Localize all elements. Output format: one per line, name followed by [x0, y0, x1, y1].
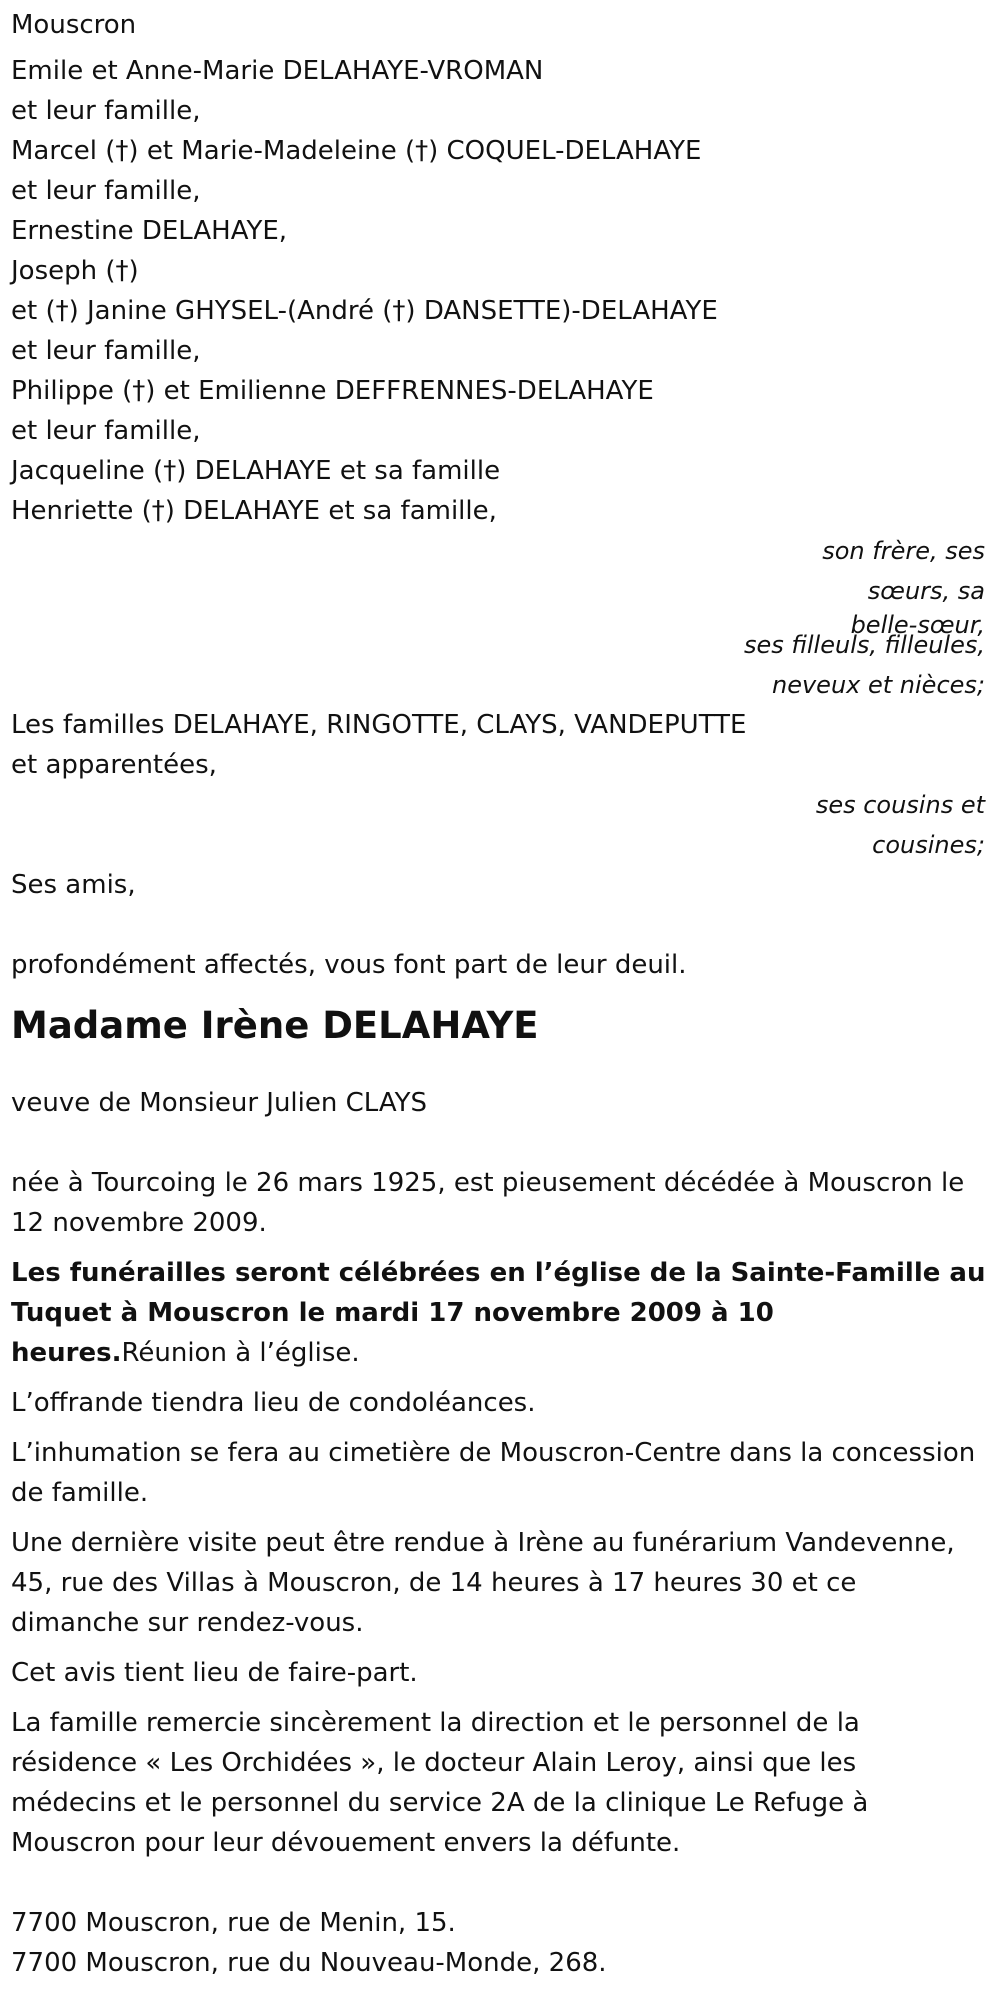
relation-line: neveux et nièces;: [772, 671, 985, 699]
address-line: 7700 Mouscron, rue de Menin, 15.: [11, 1908, 456, 1938]
relation-line: belle-sœur,: [850, 611, 985, 639]
family-line: et leur famille,: [11, 96, 201, 126]
relation-line: ses cousins et: [815, 791, 985, 819]
address-line: 7700 Mouscron, rue du Nouveau-Monde, 268.: [11, 1948, 607, 1978]
relation-line: cousines;: [872, 831, 985, 859]
deceased-name: Madame Irène DELAHAYE: [11, 1004, 539, 1047]
announcement-line: profondément affectés, vous font part de leur deuil.: [11, 950, 687, 980]
family-line: et leur famille,: [11, 176, 201, 206]
cousins-families: [11, 705, 989, 785]
relation-line: sœurs, sa: [867, 577, 985, 605]
offering-paragraph: L’offrande tiendra lieu de condoléances.: [11, 1388, 536, 1418]
family-line: et apparentées,: [11, 750, 217, 780]
funeral-details: Les funérailles seront célébrées en l’église de la Sainte-Famille au Tuquet à Mouscron le mardi 17 novembre 2009 à 10 heures.: [11, 1258, 986, 1368]
family-line: Emile et Anne-Marie DELAHAYE-VROMAN: [11, 56, 544, 86]
addresses: [11, 1903, 989, 1983]
thanks-paragraph: La famille remercie sincèrement la direction et le personnel de la résidence « Les Orchidées », le docteur Alain Leroy, ainsi que les médecins et le personnel du service 2A de la clinique Le Refuge à Mouscron pour leur dévouement envers la défunte.: [11, 1708, 869, 1858]
town-heading: Mouscron: [11, 10, 137, 40]
relation-godchildren: [11, 625, 989, 705]
family-list: [11, 51, 989, 531]
funeral-paragraph: [11, 1253, 989, 1373]
family-line: Joseph (†): [11, 256, 139, 286]
notice-paragraph: Cet avis tient lieu de faire-part.: [11, 1658, 418, 1688]
family-line: Ernestine DELAHAYE,: [11, 216, 288, 246]
family-line: Jacqueline (†) DELAHAYE et sa famille: [11, 456, 501, 486]
family-line: et leur famille,: [11, 336, 201, 366]
burial-paragraph: L’inhumation se fera au cimetière de Mouscron-Centre dans la concession de famille.: [11, 1438, 976, 1508]
relation-line: son frère, ses: [822, 537, 985, 565]
relation-line: ses filleuls, filleules,: [743, 631, 985, 659]
family-line: Les familles DELAHAYE, RINGOTTE, CLAYS, VANDEPUTTE: [11, 710, 747, 740]
widow-of: veuve de Monsieur Julien CLAYS: [11, 1088, 428, 1118]
family-line: Philippe (†) et Emilienne DEFFRENNES-DELAHAYE: [11, 376, 654, 406]
family-line: et (†) Janine GHYSEL-(André (†) DANSETTE)-DELAHAYE: [11, 296, 718, 326]
relation-siblings: [11, 531, 989, 639]
obituary-body: [11, 1163, 989, 1863]
family-line: Henriette (†) DELAHAYE et sa famille,: [11, 496, 497, 526]
funeral-gathering: Réunion à l’église.: [121, 1338, 360, 1368]
obituary-page: [0, 5, 1000, 2008]
birth-death-paragraph: née à Tourcoing le 26 mars 1925, est pieusement décédée à Mouscron le 12 novembre 2009.: [11, 1168, 965, 1238]
relation-cousins: [11, 785, 989, 865]
family-line: et leur famille,: [11, 416, 201, 446]
friends-line: Ses amis,: [11, 870, 136, 900]
visit-paragraph: Une dernière visite peut être rendue à Irène au funérarium Vandevenne, 45, rue des Villas à Mouscron, de 14 heures à 17 heures 30 et ce dimanche sur rendez-vous.: [11, 1528, 955, 1638]
family-line: Marcel (†) et Marie-Madeleine (†) COQUEL-DELAHAYE: [11, 136, 702, 166]
